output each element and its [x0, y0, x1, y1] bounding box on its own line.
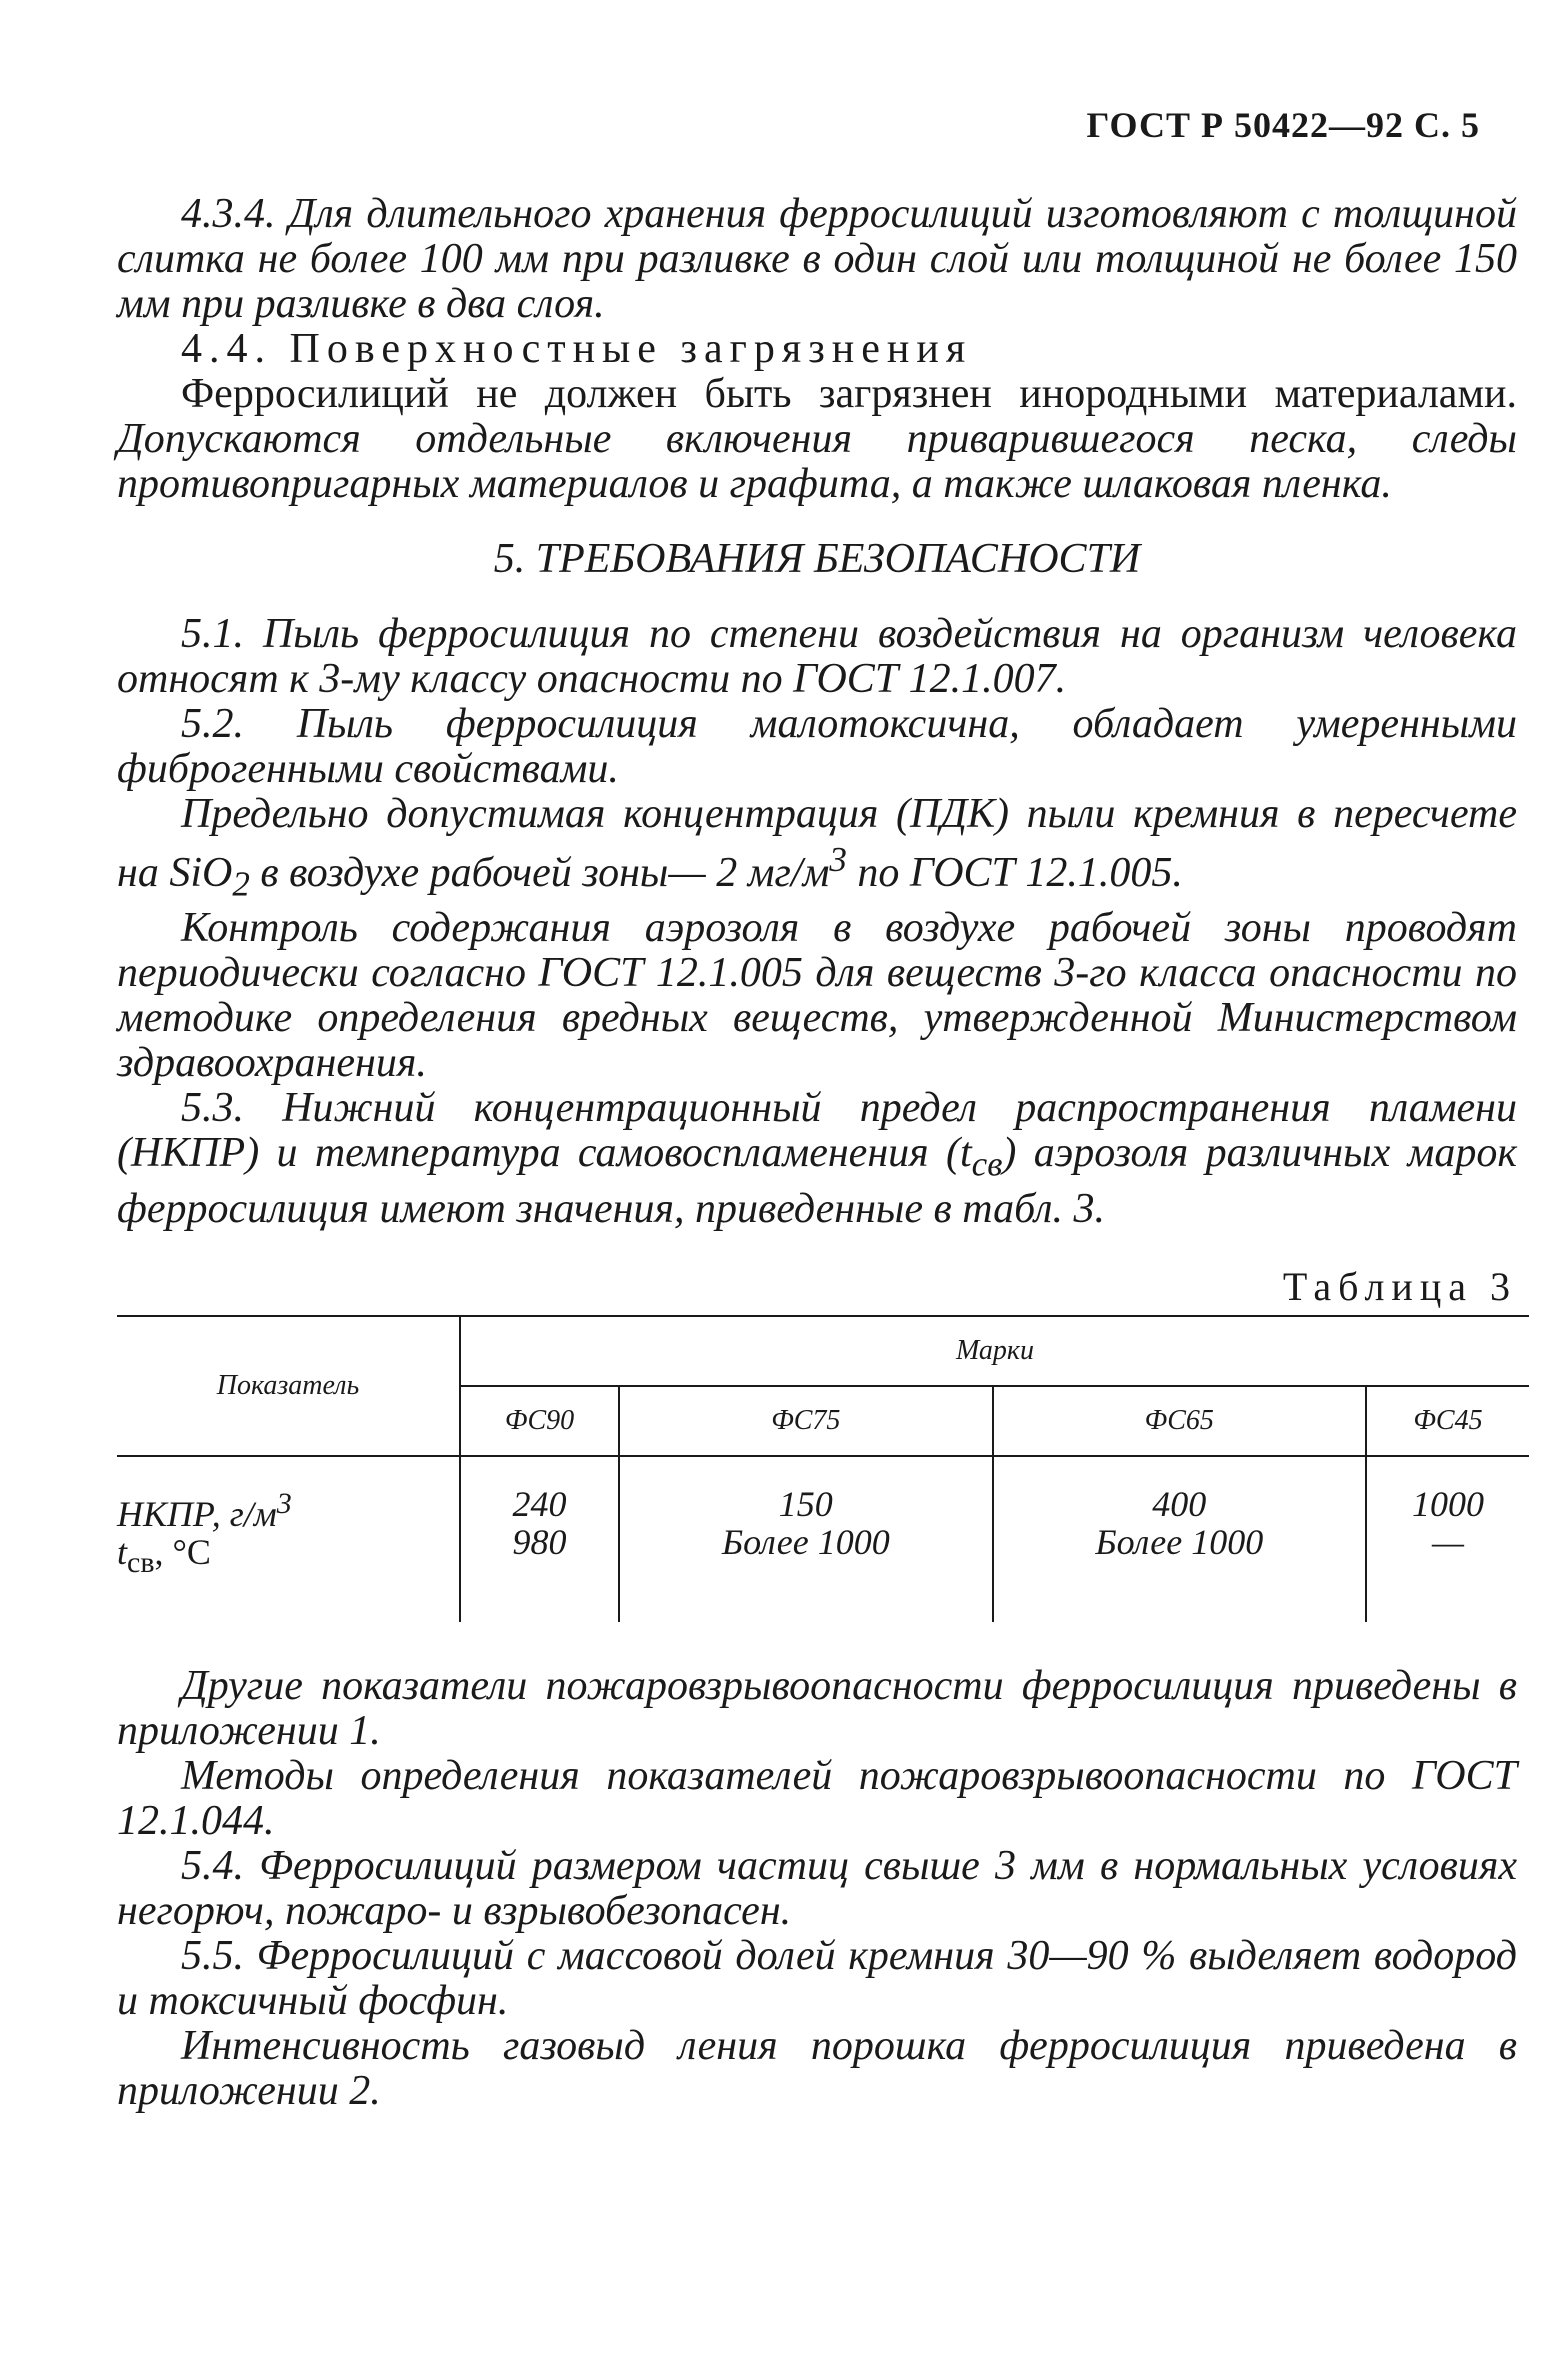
pdk-paragraph — [117, 792, 1517, 906]
clause-4-4-heading: 4.4. Поверхностные загрязнения — [181, 326, 973, 372]
table-header-row-1 — [117, 1316, 1529, 1386]
label-nkpr-text: НКПР, г/м — [117, 1493, 277, 1534]
tsv-fs75: Более 1000 — [721, 1521, 890, 1562]
other-indicators: Другие показатели пожаровзрывоопасности ферросилиция приведены в приложении 1. — [117, 1662, 1517, 1754]
clause-5-1: 5.1. Пыль ферросилиция по степени воздействия на организм человека относят к 3-му классу опасности по ГОСТ 12.1.007. — [117, 611, 1517, 702]
label-tsv-text: t — [117, 1531, 128, 1572]
header-brands-group: Марки — [460, 1316, 1529, 1386]
tsv-fs90: 980 — [512, 1521, 567, 1562]
running-header: ГОСТ Р 50422—92 С. 5 — [1086, 105, 1480, 145]
methods-paragraph: Методы определения показателей пожаровзрывоопасности по ГОСТ 12.1.044. — [117, 1752, 1517, 1844]
header-brand-2: ФС75 — [619, 1386, 992, 1456]
tsv-fs65: Более 1000 — [1095, 1521, 1264, 1562]
intensity-paragraph: Интенсивность газовыд ления порошка ферросилиция приведена в приложении 2. — [117, 2022, 1517, 2114]
header-brand-4: ФС45 — [1366, 1386, 1529, 1456]
document-body — [117, 192, 1517, 2114]
clause-4-4-text — [117, 372, 1517, 507]
cell-fs65 — [993, 1456, 1366, 1622]
pdk-sub: 2 — [232, 864, 250, 904]
header-brand-3: ФС65 — [993, 1386, 1366, 1456]
pdk-text-c: по ГОСТ 12.1.005. — [846, 850, 1183, 896]
nkpr-fs75: 150 — [778, 1483, 833, 1524]
label-nkpr — [117, 1485, 458, 1533]
nkpr-fs45: 1000 — [1412, 1483, 1484, 1524]
label-tsv — [117, 1533, 458, 1582]
clause-4-4-text-a: Ферросилиций не должен быть загрязнен инородными материалами. — [181, 371, 1517, 417]
nkpr-fs90: 240 — [512, 1483, 567, 1524]
label-tsv-sub: св — [127, 1545, 155, 1579]
clause-5-3 — [117, 1086, 1517, 1231]
clause-4-4-text-b: Допускаются отдельные включения приварившегося песка, следы противопригарных материалов и графита, а также шлаковая пленка. — [117, 416, 1517, 507]
header-brand-1: ФС90 — [460, 1386, 619, 1456]
table-3-title: Таблица 3 — [1282, 1263, 1517, 1309]
clause-4-4-title — [117, 327, 1517, 372]
row-labels — [117, 1456, 460, 1622]
label-nkpr-sup: 3 — [276, 1486, 292, 1520]
after-table — [117, 1664, 1517, 2114]
pdk-text-a: Предельно допустимая концентрация (ПДК) пыли кремния в пересчете на SiO — [117, 791, 1517, 896]
section-5-title: 5. ТРЕБОВАНИЯ БЕЗОПАСНОСТИ — [493, 536, 1141, 582]
clause-5-4: 5.4. Ферросилиций размером частиц свыше 3 мм в нормальных условиях негорюч, пожаро- и взрывобезопасен. — [117, 1842, 1517, 1934]
cell-fs45 — [1366, 1456, 1529, 1622]
control-paragraph: Контроль содержания аэрозоля в воздухе рабочей зоны проводят периодически согласно ГОСТ 12.1.005 для веществ 3-го класса опасности по методике определения вредных веществ, утвержденной Министерством здравоохранения. — [117, 905, 1517, 1087]
pdk-text-b: в воздухе рабочей зоны— 2 мг/м — [249, 850, 830, 896]
clause-5-3-sub: св — [971, 1144, 1003, 1184]
header-indicator: Показатель — [117, 1316, 460, 1456]
pdk-sup: 3 — [829, 840, 847, 879]
label-tsv-unit: , °C — [154, 1531, 211, 1572]
clause-5-5: 5.5. Ферросилиций с массовой долей кремния 30—90 % выделяет водород и токсичный фосфин. — [117, 1932, 1517, 2024]
cell-fs75 — [619, 1456, 992, 1622]
clause-5-2: 5.2. Пыль ферросилиция малотоксична, обладает умеренными фиброгенными свойствами. — [117, 701, 1517, 792]
nkpr-fs65: 400 — [1152, 1483, 1207, 1524]
table-row — [117, 1456, 1529, 1622]
tsv-fs45: — — [1432, 1521, 1465, 1562]
cell-fs90 — [460, 1456, 619, 1622]
clause-4-3-4: 4.3.4. Для длительного хранения ферросилиций изготовляют с толщиной слитка не более 100 мм при разливке в один слой или толщиной не более 150 мм при разливке в два слоя. — [117, 191, 1517, 327]
clause-5-3-b: ) аэрозоля различных марок ферросилиция имеют значения, приведенные в табл. 3. — [117, 1130, 1517, 1232]
table-3 — [117, 1315, 1529, 1622]
clause-5-3-a: 5.3. Нижний концентрационный предел распространения пламени (НКПР) и температура самовоспламенения (t — [117, 1085, 1517, 1177]
